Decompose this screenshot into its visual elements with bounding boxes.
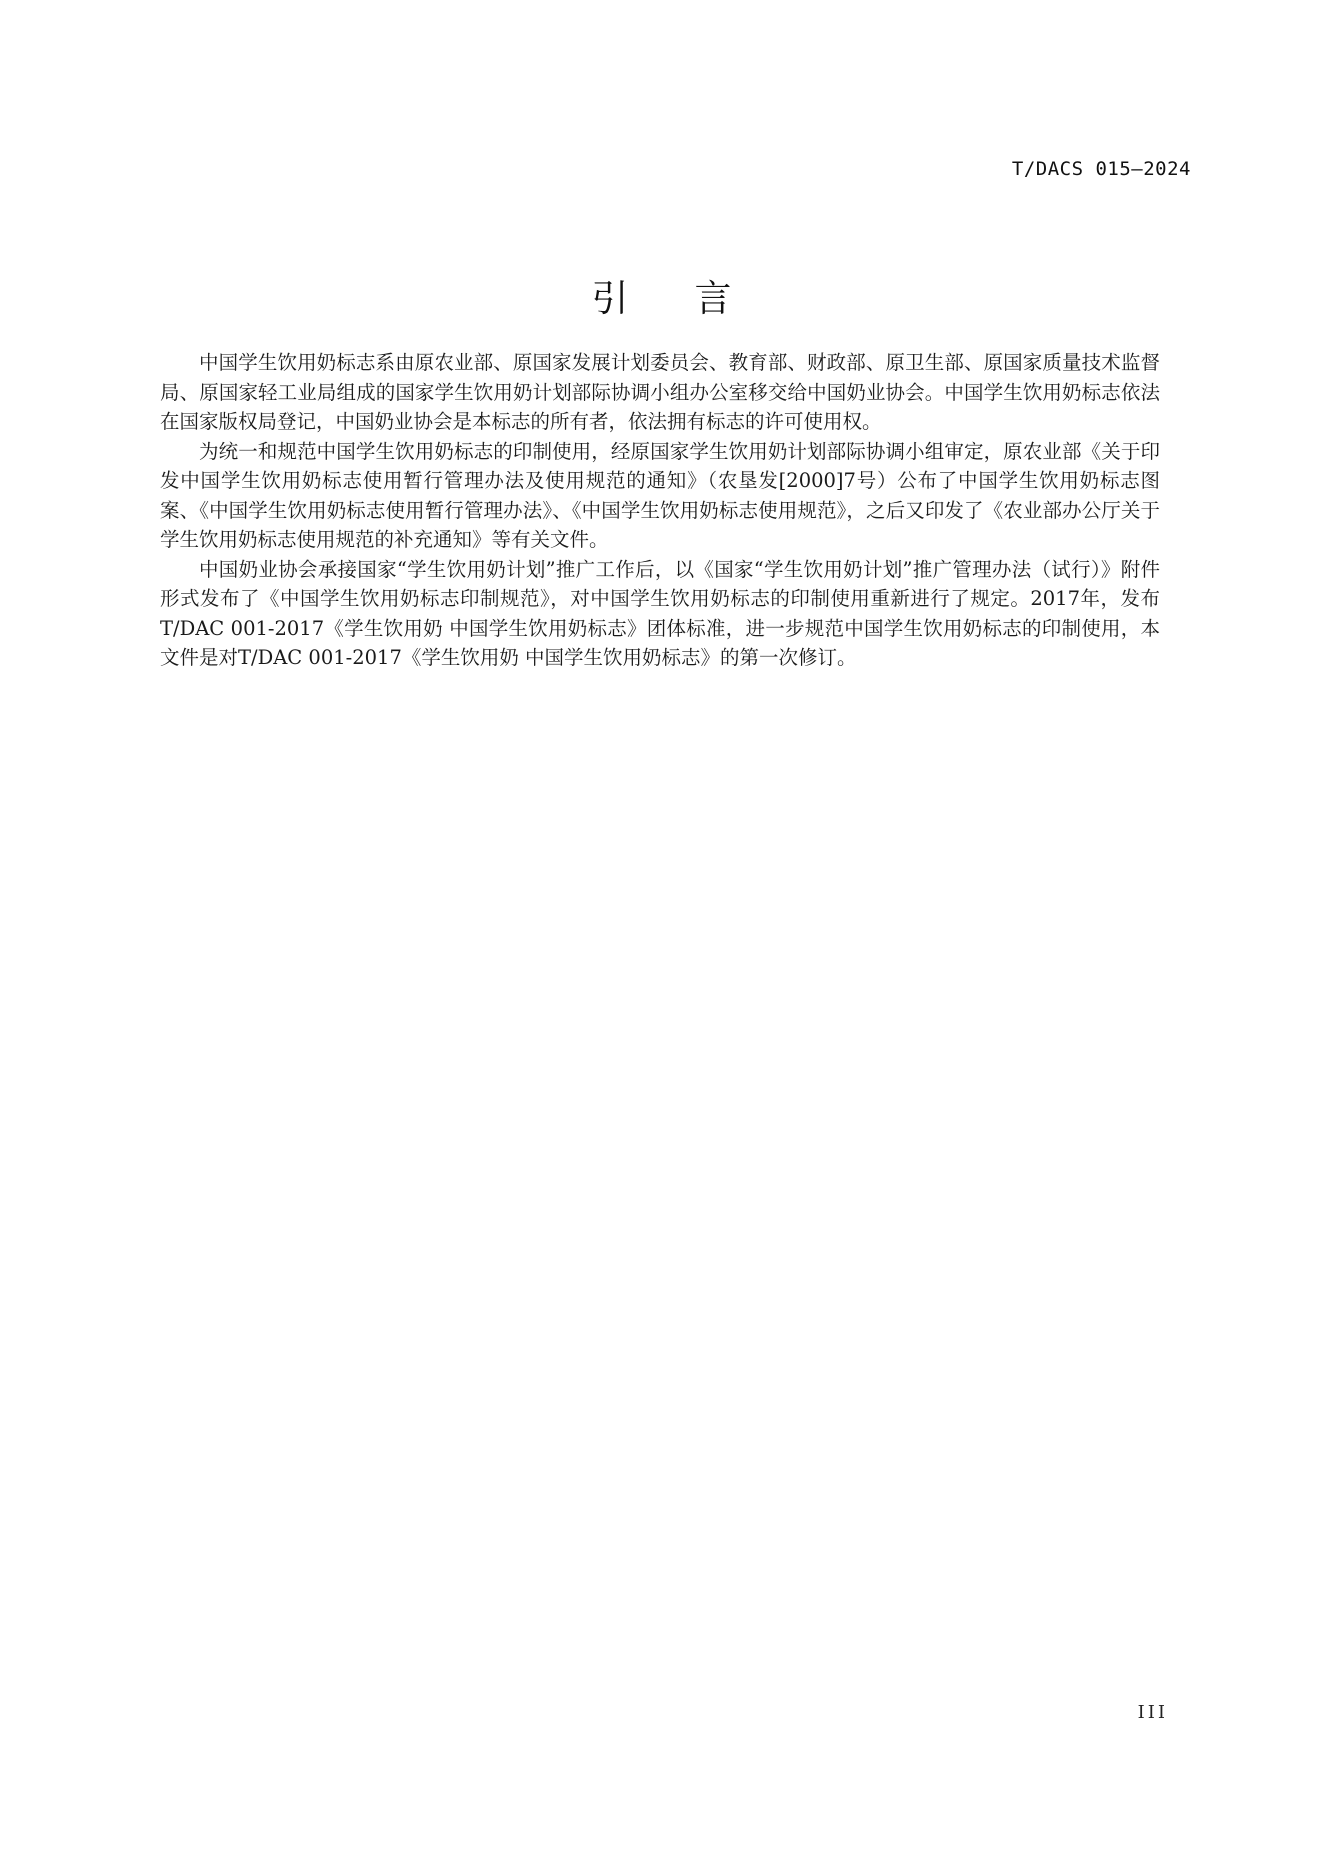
document-code: T/DACS 015—2024 [1011,158,1191,180]
page-number: III [1137,1702,1168,1723]
paragraph-2: 为统一和规范中国学生饮用奶标志的印制使用，经原国家学生饮用奶计划部际协调小组审定，原农业部《关于印发中国学生饮用奶标志使用暂行管理办法及使用规范的通知》（农垦发[2000]7号）公布了中国学生饮用奶标志图案、《中国学生饮用奶标志使用暂行管理办法》、《中国学生饮用奶标志使用规范》，之后又印发了《农业部办公厅关于学生饮用奶标志使用规范的补充通知》等有关文件。 [160,439,1160,551]
page-title: 引言 [591,277,798,320]
paragraph-1: 中国学生饮用奶标志系由原农业部、原国家发展计划委员会、教育部、财政部、原卫生部、原国家质量技术监督局、原国家轻工业局组成的国家学生饮用奶计划部际协调小组办公室移交给中国奶业协会。中国学生饮用奶标志依法在国家版权局登记，中国奶业协会是本标志的所有者，依法拥有标志的许可使用权。 [160,351,1160,433]
body-text [160,348,1160,673]
paragraph-3: 中国奶业协会承接国家“学生饮用奶计划”推广工作后，以《国家“学生饮用奶计划”推广管理办法（试行）》附件形式发布了《中国学生饮用奶标志印制规范》，对中国学生饮用奶标志的印制使用重新进行了规定。2017年，发布T/DAC 001-2017《学生饮用奶 中国学生饮用奶标志》团体标准，进一步规范中国学生饮用奶标志的印制使用，本文件是对T/DAC 001-2017《学生饮用奶 中国学生饮用奶标志》的第一次修订。 [160,557,1160,669]
